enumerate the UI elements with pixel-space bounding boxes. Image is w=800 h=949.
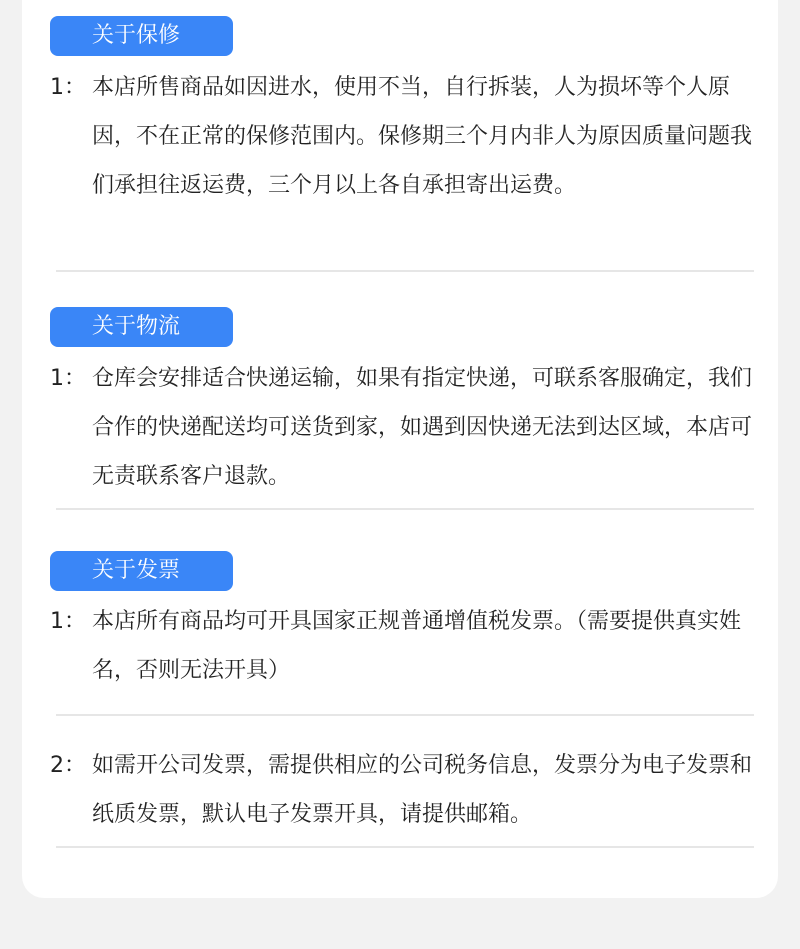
item-text: 仓库会安排适合快递运输，如果有指定快递，可联系客服确定，我们合作的快递配送均可送货到家，如遇到因快递无法到达区域，本店可无责联系客户退款。 bbox=[92, 366, 753, 489]
section-badge-warranty: 关于保修 bbox=[50, 16, 233, 56]
section-badge-invoice: 关于发票 bbox=[50, 551, 233, 591]
item-number: 1： bbox=[50, 366, 86, 391]
item-text: 如需开公司发票，需提供相应的公司税务信息，发票分为电子发票和纸质发票，默认电子发票开具，请提供邮箱。 bbox=[92, 753, 753, 827]
section-divider bbox=[56, 508, 754, 510]
item-number: 1： bbox=[50, 609, 86, 634]
invoice-item-1 bbox=[50, 597, 750, 695]
section-badge-logistics: 关于物流 bbox=[50, 307, 233, 347]
item-text: 本店所售商品如因进水，使用不当，自行拆装，人为损坏等个人原因，不在正常的保修范围内。保修期三个月内非人为原因质量问题我们承担往返运费，三个月以上各自承担寄出运费。 bbox=[92, 75, 753, 198]
item-number: 1： bbox=[50, 75, 86, 100]
section-divider bbox=[56, 846, 754, 848]
invoice-item-2 bbox=[50, 741, 753, 839]
section-divider bbox=[56, 270, 754, 272]
info-card bbox=[22, 0, 778, 898]
item-number: 2： bbox=[50, 753, 86, 778]
warranty-item-1 bbox=[50, 63, 753, 259]
item-text: 本店所有商品均可开具国家正规普通增值税发票。（需要提供真实姓名，否则无法开具） bbox=[92, 609, 742, 683]
logistics-item-1 bbox=[50, 354, 753, 501]
section-divider bbox=[56, 714, 754, 716]
